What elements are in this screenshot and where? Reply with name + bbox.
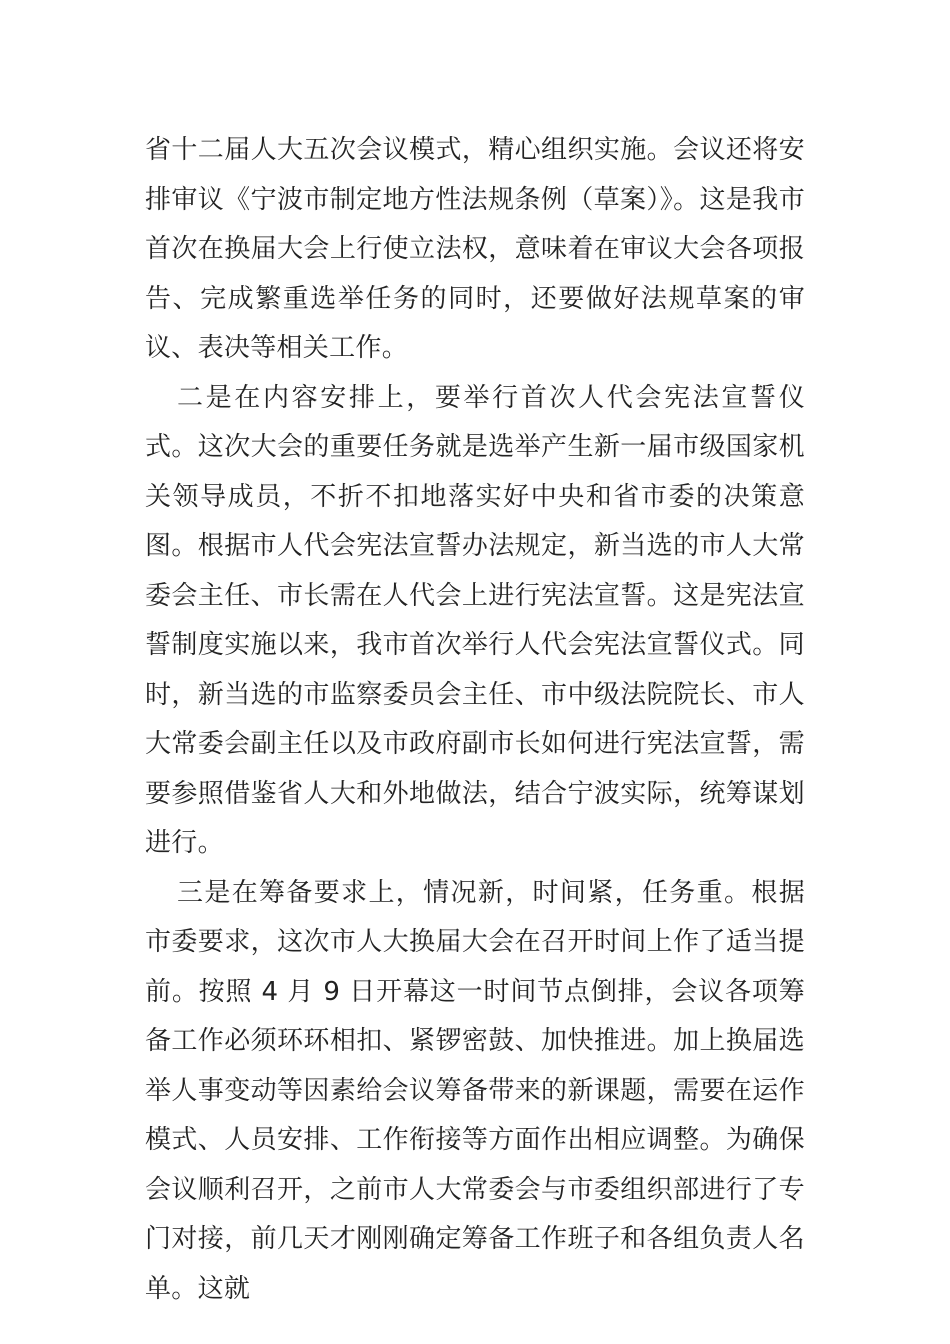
- document-body: [145, 126, 805, 1314]
- paragraph-point-two: 二是在内容安排上，要举行首次人代会宪法宣誓仪式。这次大会的重要任务就是选举产生新一届市级国家机关领导成员，不折不扣地落实好中央和省市委的决策意图。根据市人代会宪法宣誓办法规定，新当选的市人大常委会主任、市长需在人代会上进行宪法宣誓。这是宪法宣誓制度实施以来，我市首次举行人代会宪法宣誓仪式。同时，新当选的市监察委员会主任、市中级法院院长、市人大常委会副主任以及市政府副市长如何进行宪法宣誓，需要参照借鉴省人大和外地做法，结合宁波实际，统筹谋划进行。: [145, 382, 805, 858]
- paragraph-point-three: 三是在筹备要求上，情况新，时间紧，任务重。根据市委要求，这次市人大换届大会在召开时间上作了适当提前。按照 4 月 9 日开幕这一时间节点倒排，会议各项筹备工作必须环环相扣、紧锣密鼓、加快推进。加上换届选举人事变动等因素给会议筹备带来的新课题，需要在运作模式、人员安排、工作衔接等方面作出相应调整。为确保会议顺利召开，之前市人大常委会与市委组织部进行了专门对接，前几天才刚刚确定筹备工作班子和各组负责人名单。这就: [145, 877, 805, 1304]
- paragraph-continuation: 省十二届人大五次会议模式，精心组织实施。会议还将安排审议《宁波市制定地方性法规条例（草案）》。这是我市首次在换届大会上行使立法权，意味着在审议大会各项报告、完成繁重选举任务的同时，还要做好法规草案的审议、表决等相关工作。: [145, 135, 805, 363]
